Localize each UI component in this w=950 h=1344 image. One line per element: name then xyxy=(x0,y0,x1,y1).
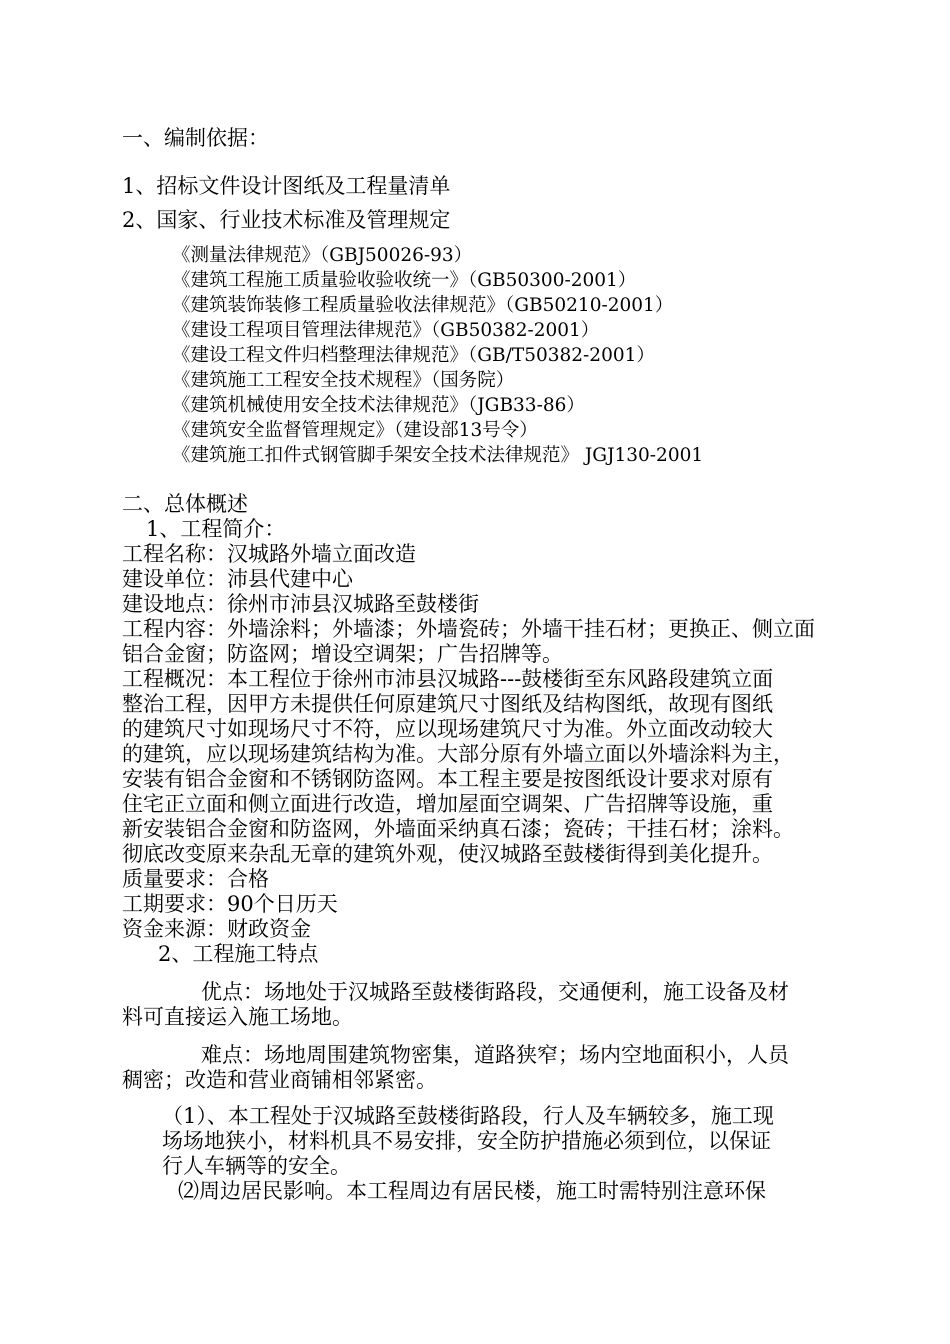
project-builder: 建设单位：沛县代建中心 xyxy=(122,567,353,591)
overview-line: 安装有铝合金窗和不锈钢防盗网。本工程主要是按图纸设计要求对原有 xyxy=(122,767,773,791)
section-heading-overview: 二、总体概述 xyxy=(122,492,248,516)
overview-line: 住宅正立面和侧立面进行改造，增加屋面空调架、广告招牌等设施，重 xyxy=(122,792,773,816)
difficulty-line: 难点：场地周围建筑物密集，道路狭窄；场内空地面积小，人员 xyxy=(201,1043,789,1067)
standard-item: 《建筑施工扣件式钢管脚手架安全技术法律规范》 JGJ130-2001 xyxy=(172,445,704,466)
subsection-features: 2、工程施工特点 xyxy=(158,942,319,966)
feature-point-1: （1）、本工程处于汉城路至鼓楼街路段，行人及车辆较多，施工现 xyxy=(162,1104,774,1128)
overview-line: 彻底改变原来杂乱无章的建筑外观，使汉城路至鼓楼街得到美化提升。 xyxy=(122,842,773,866)
project-name: 工程名称：汉城路外墙立面改造 xyxy=(122,542,416,566)
standard-item: 《建设工程项目管理法律规范》（GB50382-2001） xyxy=(172,320,600,341)
overview-line: 工程概况：本工程位于徐州市沛县汉城路---鼓楼街至东风路段建筑立面 xyxy=(122,667,774,691)
overview-line: 整治工程，因甲方未提供任何原建筑尺寸图纸及结构图纸，故现有图纸 xyxy=(122,692,773,716)
overview-line: 新安装铝合金窗和防盗网，外墙面采纳真石漆；瓷砖；干挂石材；涂料。 xyxy=(122,817,794,841)
standard-item: 《建筑安全监督管理规定》（建设部13号令） xyxy=(172,420,538,441)
basis-item-1: 1、招标文件设计图纸及工程量清单 xyxy=(122,174,451,198)
project-location: 建设地点：徐州市沛县汉城路至鼓楼街 xyxy=(122,592,479,616)
feature-point-1: 场场地狭小，材料机具不易安排，安全防护措施必须到位，以保证 xyxy=(162,1129,771,1153)
duration-requirement: 工期要求：90个日历天 xyxy=(122,892,338,916)
overview-line: 的建筑，应以现场建筑结构为准。大部分原有外墙立面以外墙涂料为主， xyxy=(122,742,794,766)
difficulty-line: 稠密；改造和营业商铺相邻紧密。 xyxy=(122,1068,437,1092)
subsection-intro: 1、工程简介： xyxy=(146,517,286,541)
overview-line: 的建筑尺寸如现场尺寸不符，应以现场建筑尺寸为准。外立面改动较大 xyxy=(122,717,773,741)
quality-requirement: 质量要求：合格 xyxy=(122,867,269,891)
standard-item: 《建筑工程施工质量验收验收统一》（GB50300-2001） xyxy=(172,270,637,291)
project-content: 铝合金窗；防盗网；增设空调架；广告招牌等。 xyxy=(122,642,563,666)
standard-item: 《建筑机械使用安全技术法律规范》（JGB33-86） xyxy=(172,395,585,416)
feature-point-2: ⑵周边居民影响。本工程周边有居民楼，施工时需特别注意环保 xyxy=(178,1179,766,1203)
project-content: 工程内容：外墙涂料；外墙漆；外墙瓷砖；外墙干挂石材；更换正、侧立面 xyxy=(122,617,815,641)
feature-point-1: 行人车辆等的安全。 xyxy=(162,1154,351,1178)
advantage-line: 料可直接运入施工场地。 xyxy=(122,1005,353,1029)
standard-item: 《建筑装饰装修工程质量验收法律规范》（GB50210-2001） xyxy=(172,295,674,316)
section-heading-basis: 一、编制依据： xyxy=(122,126,269,150)
basis-item-2: 2、国家、行业技术标准及管理规定 xyxy=(122,208,451,232)
standard-item: 《测量法律规范》（GBJ50026-93） xyxy=(172,245,473,266)
standard-item: 《建筑施工工程安全技术规程》（国务院） xyxy=(172,370,515,391)
advantage-line: 优点：场地处于汉城路至鼓楼街路段，交通便利，施工设备及材 xyxy=(201,980,789,1004)
funding-source: 资金来源：财政资金 xyxy=(122,917,311,941)
standard-item: 《建设工程文件归档整理法律规范》（GB/T50382-2001） xyxy=(172,345,655,366)
